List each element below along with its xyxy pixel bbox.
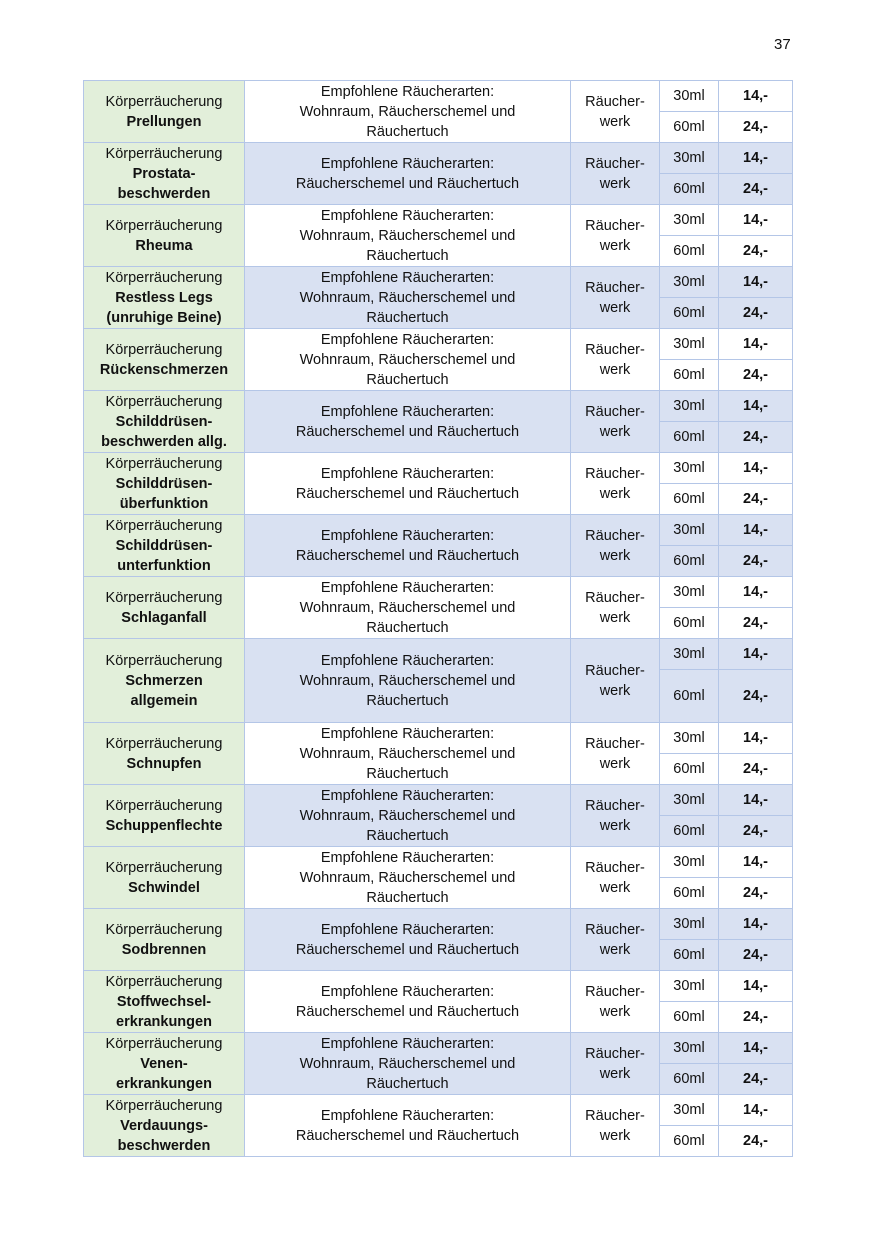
table-row [84,391,793,422]
description-line: Empfohlene Räucherarten: [320,269,495,286]
size-cell: 60ml [660,608,719,639]
product-prefix: Körperräucherung [105,393,223,410]
description-cell [245,329,571,391]
description-cell [245,909,571,971]
type-cell [571,639,660,723]
size-cell: 30ml [660,143,719,174]
description-line: Empfohlene Räucherarten: [320,331,495,348]
table-row [84,1033,793,1064]
product-cell [84,205,245,267]
size-cell: 60ml [660,1002,719,1033]
size-cell: 30ml [660,971,719,1002]
product-prefix: Körperräucherung [105,735,223,752]
product-name: (unruhige Beine) [106,309,222,326]
description-line: Empfohlene Räucherarten: [320,155,495,172]
price-cell: 14,- [719,639,793,670]
product-cell [84,329,245,391]
table-row [84,639,793,670]
description-line: Räuchertuch [366,619,449,636]
product-prefix: Körperräucherung [105,517,223,534]
size-cell: 30ml [660,81,719,112]
size-cell: 60ml [660,174,719,205]
description-line: Empfohlene Räucherarten: [320,579,495,596]
product-name: Schilddrüsen- [115,413,213,430]
description-cell [245,639,571,723]
product-name: Schnupfen [126,755,202,772]
description-line: Räucherschemel und Räuchertuch [295,485,520,502]
product-name: allgemein [130,692,198,709]
product-name: Restless Legs [115,289,213,306]
price-cell: 14,- [719,785,793,816]
product-cell [84,267,245,329]
price-table-body [84,81,793,1157]
size-cell: 60ml [660,670,719,723]
table-row [84,971,793,1002]
price-cell: 14,- [719,515,793,546]
description-line: Empfohlene Räucherarten: [320,983,495,1000]
type-line: Räucher- [585,403,645,420]
type-line: werk [599,423,631,440]
price-cell: 14,- [719,1095,793,1126]
table-row [84,847,793,878]
product-prefix: Körperräucherung [105,652,223,669]
description-cell [245,267,571,329]
product-prefix: Körperräucherung [105,269,223,286]
type-line: werk [599,1003,631,1020]
description-line: Empfohlene Räucherarten: [320,652,495,669]
type-cell [571,847,660,909]
price-cell: 24,- [719,1002,793,1033]
description-cell [245,723,571,785]
type-line: werk [599,485,631,502]
type-line: Räucher- [585,341,645,358]
description-line: Räucherschemel und Räuchertuch [295,941,520,958]
description-line: Wohnraum, Räucherschemel und [299,289,516,306]
type-line: werk [599,237,631,254]
product-name: Schilddrüsen- [115,475,213,492]
description-line: Räuchertuch [366,371,449,388]
type-line: Räucher- [585,1107,645,1124]
product-name: erkrankungen [116,1075,212,1092]
type-cell [571,81,660,143]
type-line: werk [599,113,631,130]
description-line: Räucherschemel und Räuchertuch [295,175,520,192]
price-cell: 24,- [719,484,793,515]
table-row [84,909,793,940]
description-cell [245,785,571,847]
type-cell [571,515,660,577]
product-name: beschwerden [117,185,211,202]
type-line: Räucher- [585,465,645,482]
price-cell: 14,- [719,971,793,1002]
description-line: Räuchertuch [366,692,449,709]
size-cell: 30ml [660,515,719,546]
type-cell [571,785,660,847]
description-line: Wohnraum, Räucherschemel und [299,1055,516,1072]
product-name: Schlaganfall [121,609,207,626]
size-cell: 30ml [660,267,719,298]
description-cell [245,577,571,639]
product-prefix: Körperräucherung [105,455,223,472]
price-cell: 24,- [719,754,793,785]
product-name: Prellungen [126,113,202,130]
price-cell: 14,- [719,329,793,360]
description-line: Räuchertuch [366,765,449,782]
type-line: werk [599,1127,631,1144]
type-cell [571,1033,660,1095]
table-row [84,515,793,546]
size-cell: 30ml [660,577,719,608]
size-cell: 60ml [660,298,719,329]
type-line: werk [599,755,631,772]
product-cell [84,847,245,909]
type-line: werk [599,682,631,699]
table-row [84,205,793,236]
size-cell: 30ml [660,329,719,360]
type-line: Räucher- [585,983,645,1000]
size-cell: 60ml [660,878,719,909]
size-cell: 30ml [660,639,719,670]
description-line: Empfohlene Räucherarten: [320,207,495,224]
price-cell: 24,- [719,112,793,143]
description-line: Empfohlene Räucherarten: [320,849,495,866]
product-name: Stoffwechsel- [116,993,212,1010]
product-name: Prostata- [132,165,196,182]
product-name: Rheuma [135,237,193,254]
type-line: Räucher- [585,797,645,814]
type-line: Räucher- [585,527,645,544]
size-cell: 30ml [660,205,719,236]
size-cell: 30ml [660,453,719,484]
type-line: werk [599,609,631,626]
description-line: Empfohlene Räucherarten: [320,465,495,482]
type-cell [571,329,660,391]
size-cell: 60ml [660,546,719,577]
product-cell [84,971,245,1033]
price-cell: 14,- [719,1033,793,1064]
product-name: überfunktion [119,495,209,512]
description-cell [245,847,571,909]
description-line: Empfohlene Räucherarten: [320,83,495,100]
description-cell [245,143,571,205]
product-cell [84,639,245,723]
table-row [84,453,793,484]
description-cell [245,1095,571,1157]
product-cell [84,1095,245,1157]
size-cell: 60ml [660,484,719,515]
price-cell: 24,- [719,878,793,909]
product-cell [84,785,245,847]
product-prefix: Körperräucherung [105,859,223,876]
type-cell [571,909,660,971]
product-name: erkrankungen [116,1013,212,1030]
product-cell [84,909,245,971]
size-cell: 30ml [660,1095,719,1126]
description-line: Empfohlene Räucherarten: [320,527,495,544]
price-cell: 24,- [719,940,793,971]
size-cell: 60ml [660,360,719,391]
product-prefix: Körperräucherung [105,797,223,814]
price-cell: 24,- [719,546,793,577]
type-line: Räucher- [585,662,645,679]
table-row [84,81,793,112]
type-line: werk [599,817,631,834]
type-cell [571,267,660,329]
size-cell: 30ml [660,391,719,422]
product-cell [84,453,245,515]
type-cell [571,577,660,639]
type-line: werk [599,941,631,958]
table-row [84,1095,793,1126]
size-cell: 60ml [660,112,719,143]
description-line: Räuchertuch [366,123,449,140]
product-name: Verdauungs- [120,1117,208,1134]
size-cell: 30ml [660,723,719,754]
size-cell: 60ml [660,422,719,453]
description-line: Wohnraum, Räucherschemel und [299,599,516,616]
size-cell: 30ml [660,785,719,816]
description-cell [245,515,571,577]
description-line: Räucherschemel und Räuchertuch [295,1003,520,1020]
description-cell [245,205,571,267]
product-name: Rückenschmerzen [99,361,229,378]
type-line: Räucher- [585,217,645,234]
type-line: Räucher- [585,735,645,752]
product-name: Schmerzen [125,672,203,689]
product-name: Schilddrüsen- [115,537,213,554]
type-cell [571,143,660,205]
size-cell: 60ml [660,236,719,267]
product-cell [84,81,245,143]
product-name: beschwerden [117,1137,211,1154]
size-cell: 60ml [660,940,719,971]
description-cell [245,1033,571,1095]
price-cell: 14,- [719,205,793,236]
product-cell [84,391,245,453]
description-cell [245,453,571,515]
product-name: Schuppenflechte [105,817,223,834]
table-row [84,329,793,360]
price-cell: 14,- [719,577,793,608]
table-row [84,143,793,174]
product-prefix: Körperräucherung [105,1035,223,1052]
product-prefix: Körperräucherung [105,921,223,938]
price-cell: 14,- [719,81,793,112]
price-cell: 24,- [719,298,793,329]
price-cell: 24,- [719,1126,793,1157]
type-line: werk [599,299,631,316]
product-cell [84,723,245,785]
price-cell: 14,- [719,143,793,174]
description-line: Empfohlene Räucherarten: [320,787,495,804]
description-line: Wohnraum, Räucherschemel und [299,351,516,368]
product-prefix: Körperräucherung [105,93,223,110]
product-prefix: Körperräucherung [105,341,223,358]
product-prefix: Körperräucherung [105,145,223,162]
price-cell: 24,- [719,236,793,267]
type-line: Räucher- [585,589,645,606]
description-line: Wohnraum, Räucherschemel und [299,807,516,824]
price-cell: 14,- [719,391,793,422]
size-cell: 30ml [660,847,719,878]
price-cell: 24,- [719,1064,793,1095]
table-row [84,267,793,298]
price-cell: 14,- [719,909,793,940]
description-line: Räucherschemel und Räuchertuch [295,547,520,564]
description-line: Empfohlene Räucherarten: [320,921,495,938]
type-line: Räucher- [585,93,645,110]
price-table [83,80,793,1157]
price-cell: 24,- [719,816,793,847]
description-line: Empfohlene Räucherarten: [320,725,495,742]
product-cell [84,1033,245,1095]
product-prefix: Körperräucherung [105,1097,223,1114]
description-cell [245,81,571,143]
size-cell: 60ml [660,1126,719,1157]
type-line: Räucher- [585,921,645,938]
description-line: Räucherschemel und Räuchertuch [295,1127,520,1144]
type-cell [571,205,660,267]
description-line: Räuchertuch [366,1075,449,1092]
description-line: Wohnraum, Räucherschemel und [299,672,516,689]
description-line: Räuchertuch [366,309,449,326]
product-prefix: Körperräucherung [105,217,223,234]
price-cell: 14,- [719,847,793,878]
size-cell: 60ml [660,1064,719,1095]
product-name: Sodbrennen [121,941,207,958]
description-line: Wohnraum, Räucherschemel und [299,869,516,886]
description-line: Räucherschemel und Räuchertuch [295,423,520,440]
size-cell: 30ml [660,1033,719,1064]
table-row [84,785,793,816]
description-line: Empfohlene Räucherarten: [320,403,495,420]
product-cell [84,143,245,205]
price-cell: 24,- [719,670,793,723]
description-line: Wohnraum, Räucherschemel und [299,227,516,244]
type-line: werk [599,1065,631,1082]
type-line: Räucher- [585,1045,645,1062]
page-number: 37 [774,36,791,53]
size-cell: 30ml [660,909,719,940]
description-line: Räuchertuch [366,827,449,844]
product-prefix: Körperräucherung [105,973,223,990]
size-cell: 60ml [660,754,719,785]
type-line: werk [599,175,631,192]
type-line: Räucher- [585,279,645,296]
type-cell [571,971,660,1033]
description-line: Wohnraum, Räucherschemel und [299,103,516,120]
type-line: werk [599,547,631,564]
table-row [84,577,793,608]
description-line: Empfohlene Räucherarten: [320,1035,495,1052]
price-cell: 24,- [719,174,793,205]
type-line: werk [599,879,631,896]
type-line: werk [599,361,631,378]
price-cell: 24,- [719,422,793,453]
product-cell [84,515,245,577]
description-line: Wohnraum, Räucherschemel und [299,745,516,762]
type-cell [571,1095,660,1157]
product-name: unterfunktion [117,557,211,574]
description-line: Räuchertuch [366,247,449,264]
description-line: Empfohlene Räucherarten: [320,1107,495,1124]
type-line: Räucher- [585,155,645,172]
description-cell [245,391,571,453]
table-row [84,723,793,754]
type-line: Räucher- [585,859,645,876]
price-cell: 14,- [719,267,793,298]
product-prefix: Körperräucherung [105,589,223,606]
price-cell: 14,- [719,723,793,754]
type-cell [571,453,660,515]
product-cell [84,577,245,639]
product-name: Venen- [140,1055,188,1072]
price-cell: 24,- [719,360,793,391]
description-cell [245,971,571,1033]
price-cell: 14,- [719,453,793,484]
description-line: Räuchertuch [366,889,449,906]
product-name: Schwindel [128,879,200,896]
type-cell [571,723,660,785]
product-name: beschwerden allg. [101,433,227,450]
type-cell [571,391,660,453]
size-cell: 60ml [660,816,719,847]
price-cell: 24,- [719,608,793,639]
